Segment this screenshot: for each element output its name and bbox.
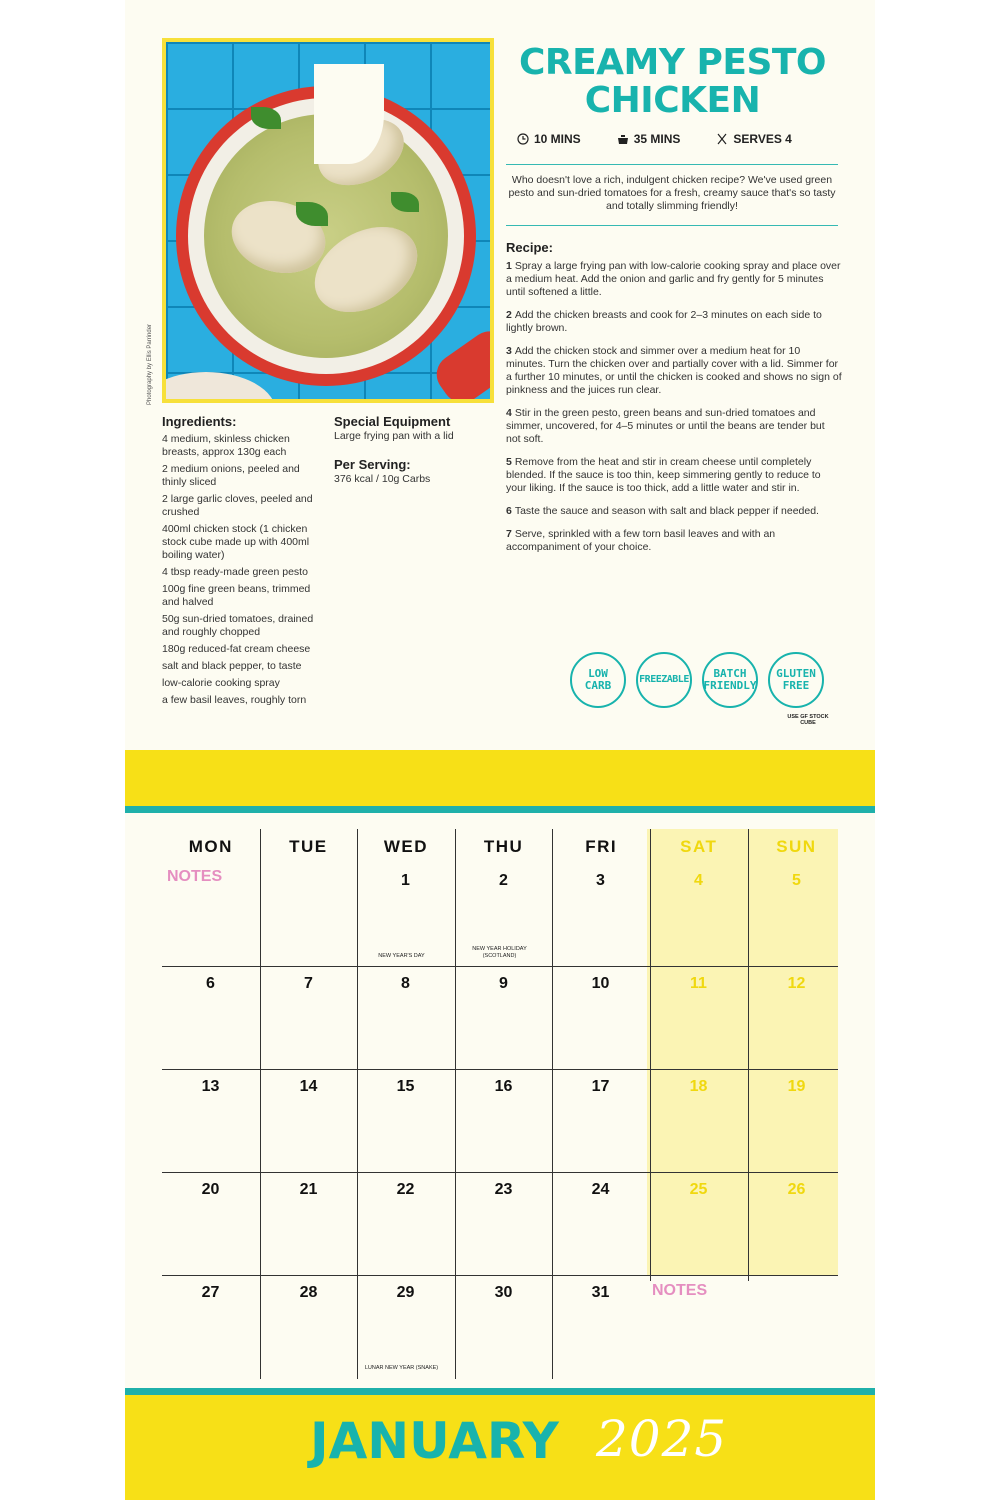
date-cell[interactable]: 15 — [396, 1078, 415, 1095]
ingredient: salt and black pepper, to taste — [162, 660, 302, 672]
freezable-badge: FREEZABLE — [636, 652, 692, 708]
serves — [716, 132, 791, 146]
date-cell[interactable]: 30 — [494, 1284, 513, 1301]
date-cell[interactable]: 2 — [499, 872, 508, 889]
day-header-fri: FRI — [585, 837, 618, 856]
day-header-sun: SUN — [776, 837, 817, 856]
date-cell[interactable]: 10 — [591, 975, 610, 992]
recipe-step: 3 Add the chicken stock and simmer over a medium heat for 10 minutes. Turn the chicken over and partially cover with a lid. Simmer for a further 10 minutes, or until the chicken is cooked and shows no sign of pinkness and the juices run clear. — [506, 345, 842, 396]
date-cell[interactable]: 4 — [694, 872, 703, 889]
diet-badges — [570, 652, 824, 708]
cook-time — [617, 132, 681, 146]
date-cell[interactable]: 19 — [787, 1078, 806, 1095]
day-header-mon: MON — [188, 837, 233, 856]
day-header-thu: THU — [483, 837, 524, 856]
year-label: 2025 — [596, 1410, 728, 1468]
grid-hline — [162, 966, 838, 967]
calendar-top-stripe — [125, 806, 875, 813]
ingredients-heading: Ingredients: — [162, 414, 237, 429]
per-serving-text: 376 kcal / 10g Carbs — [334, 473, 431, 485]
date-cell[interactable]: 23 — [494, 1181, 513, 1198]
recipe-step: 5 Remove from the heat and stir in cream cheese until completely blended. If the sauce is too thin, keep simmering gently to reduce to your liking. If the sauce is too thick, add a little water and stir in. — [506, 456, 821, 494]
ingredient: 180g reduced-fat cream cheese — [162, 643, 311, 655]
date-cell[interactable]: 11 — [690, 975, 707, 992]
date-cell[interactable]: 31 — [591, 1284, 610, 1301]
per-serving-heading: Per Serving: — [334, 457, 411, 472]
prep-time-label: 10 MINS — [534, 132, 581, 146]
date-cell[interactable]: 8 — [401, 975, 410, 992]
date-cell[interactable]: 20 — [201, 1181, 220, 1198]
equipment-text: Large frying pan with a lid — [334, 430, 454, 442]
date-cell[interactable]: 5 — [792, 872, 801, 889]
recipe-meta — [517, 132, 837, 146]
day-header-wed: WED — [383, 837, 429, 856]
recipe-intro: Who doesn't love a rich, indulgent chicken recipe? We've used green pesto and sun-dried tomatoes for a fresh, creamy sauce that's so tasty and totally slimming friendly! — [506, 164, 838, 226]
date-cell[interactable]: 17 — [591, 1078, 610, 1095]
date-cell[interactable]: 9 — [499, 975, 508, 992]
ingredient: 2 medium onions, peeled and thinly sliced — [162, 463, 300, 488]
calendar-bottom-stripe — [125, 1388, 875, 1395]
date-cell[interactable]: 28 — [299, 1284, 318, 1301]
recipe-title-line2: CHICKEN — [584, 80, 761, 121]
gluten-free-badge: GLUTEN FREE — [768, 652, 824, 708]
recipe-step: 6 Taste the sauce and season with salt and black pepper if needed. — [506, 505, 819, 517]
grid-hline — [162, 1172, 838, 1173]
recipe-photo — [162, 38, 494, 403]
date-cell[interactable]: 7 — [304, 975, 313, 992]
serves-label: SERVES 4 — [733, 132, 792, 146]
cooking-pot-icon — [617, 133, 629, 145]
recipe-step: 7 Serve, sprinkled with a few torn basil leaves and with an accompaniment of your choice. — [506, 528, 776, 553]
clock-icon — [517, 133, 529, 145]
date-cell[interactable]: 27 — [201, 1284, 220, 1301]
date-cell[interactable]: 6 — [206, 975, 215, 992]
ingredient: 4 medium, skinless chicken breasts, approx 130g each — [162, 433, 290, 458]
recipe-step: 1 Spray a large frying pan with low-calorie cooking spray and place over a medium heat. Add the onion and garlic and fry gently for 5 minutes until softened a little. — [506, 260, 841, 298]
holiday-new-year-scotland: NEW YEAR HOLIDAY (SCOTLAND) — [472, 946, 527, 959]
equipment-heading: Special Equipment — [334, 414, 451, 429]
holiday-lunar-new-year: LUNAR NEW YEAR (SNAKE) — [364, 1365, 439, 1371]
grid-hline — [162, 1275, 838, 1276]
date-cell[interactable]: 3 — [596, 872, 605, 889]
date-cell[interactable]: 25 — [689, 1181, 708, 1198]
recipe-title — [500, 44, 845, 120]
date-cell[interactable]: 21 — [299, 1181, 318, 1198]
prep-time — [517, 132, 581, 146]
month-label: JANUARY — [310, 1412, 559, 1470]
ingredient: 100g fine green beans, trimmed and halved — [162, 583, 311, 608]
date-cell[interactable]: 13 — [201, 1078, 220, 1095]
notes-label-top: NOTES — [167, 868, 223, 885]
recipe-title-line1: CREAMY PESTO — [518, 42, 827, 83]
holiday-new-years-day: NEW YEAR'S DAY — [378, 953, 425, 959]
photo-credit: Photography by Ellis Parrinder — [147, 323, 153, 405]
date-cell[interactable]: 24 — [591, 1181, 610, 1198]
calendar-top-band — [125, 750, 875, 806]
date-cell[interactable]: 26 — [787, 1181, 806, 1198]
grid-hline — [162, 1069, 838, 1070]
recipe-step: 2 Add the chicken breasts and cook for 2–3 minutes on each side to lightly brown. — [506, 309, 822, 334]
date-cell[interactable]: 16 — [494, 1078, 513, 1095]
ingredient: 2 large garlic cloves, peeled and crushed — [162, 493, 313, 518]
ingredient: 400ml chicken stock (1 chicken stock cube made up with 400ml boiling water) — [162, 523, 310, 561]
date-cell[interactable]: 18 — [689, 1078, 708, 1095]
date-cell[interactable]: 14 — [299, 1078, 318, 1095]
recipe-steps — [506, 260, 842, 564]
recipe-step: 4 Stir in the green pesto, green beans and sun-dried tomatoes and simmer, uncovered, for 4–5 minutes or until the beans are tender but not soft. — [506, 407, 825, 445]
cutlery-icon — [716, 133, 728, 145]
badge-note: USE GF STOCK CUBE — [787, 714, 829, 726]
batch-friendly-badge: BATCH FRIENDLY — [702, 652, 758, 708]
ingredient: 50g sun-dried tomatoes, drained and roughly chopped — [162, 613, 314, 638]
weekend-shading — [647, 829, 838, 1276]
grid-vline — [650, 829, 651, 1281]
ingredient: low-calorie cooking spray — [162, 677, 280, 689]
day-header-tue: TUE — [289, 837, 328, 856]
cook-time-label: 35 MINS — [633, 132, 681, 146]
low-carb-badge: LOW CARB — [570, 652, 626, 708]
notes-label-bottom: NOTES — [652, 1282, 708, 1299]
date-cell[interactable]: 1 — [401, 872, 410, 889]
day-header-sat: SAT — [680, 837, 718, 856]
date-cell[interactable]: 12 — [787, 975, 806, 992]
grid-vline — [748, 829, 749, 1281]
ingredients-list — [162, 433, 327, 711]
date-cell[interactable]: 22 — [396, 1181, 415, 1198]
date-cell[interactable]: 29 — [396, 1284, 415, 1301]
ingredient: a few basil leaves, roughly torn — [162, 694, 307, 706]
ingredient: 4 tbsp ready-made green pesto — [162, 566, 308, 578]
recipe-heading: Recipe: — [506, 240, 553, 255]
